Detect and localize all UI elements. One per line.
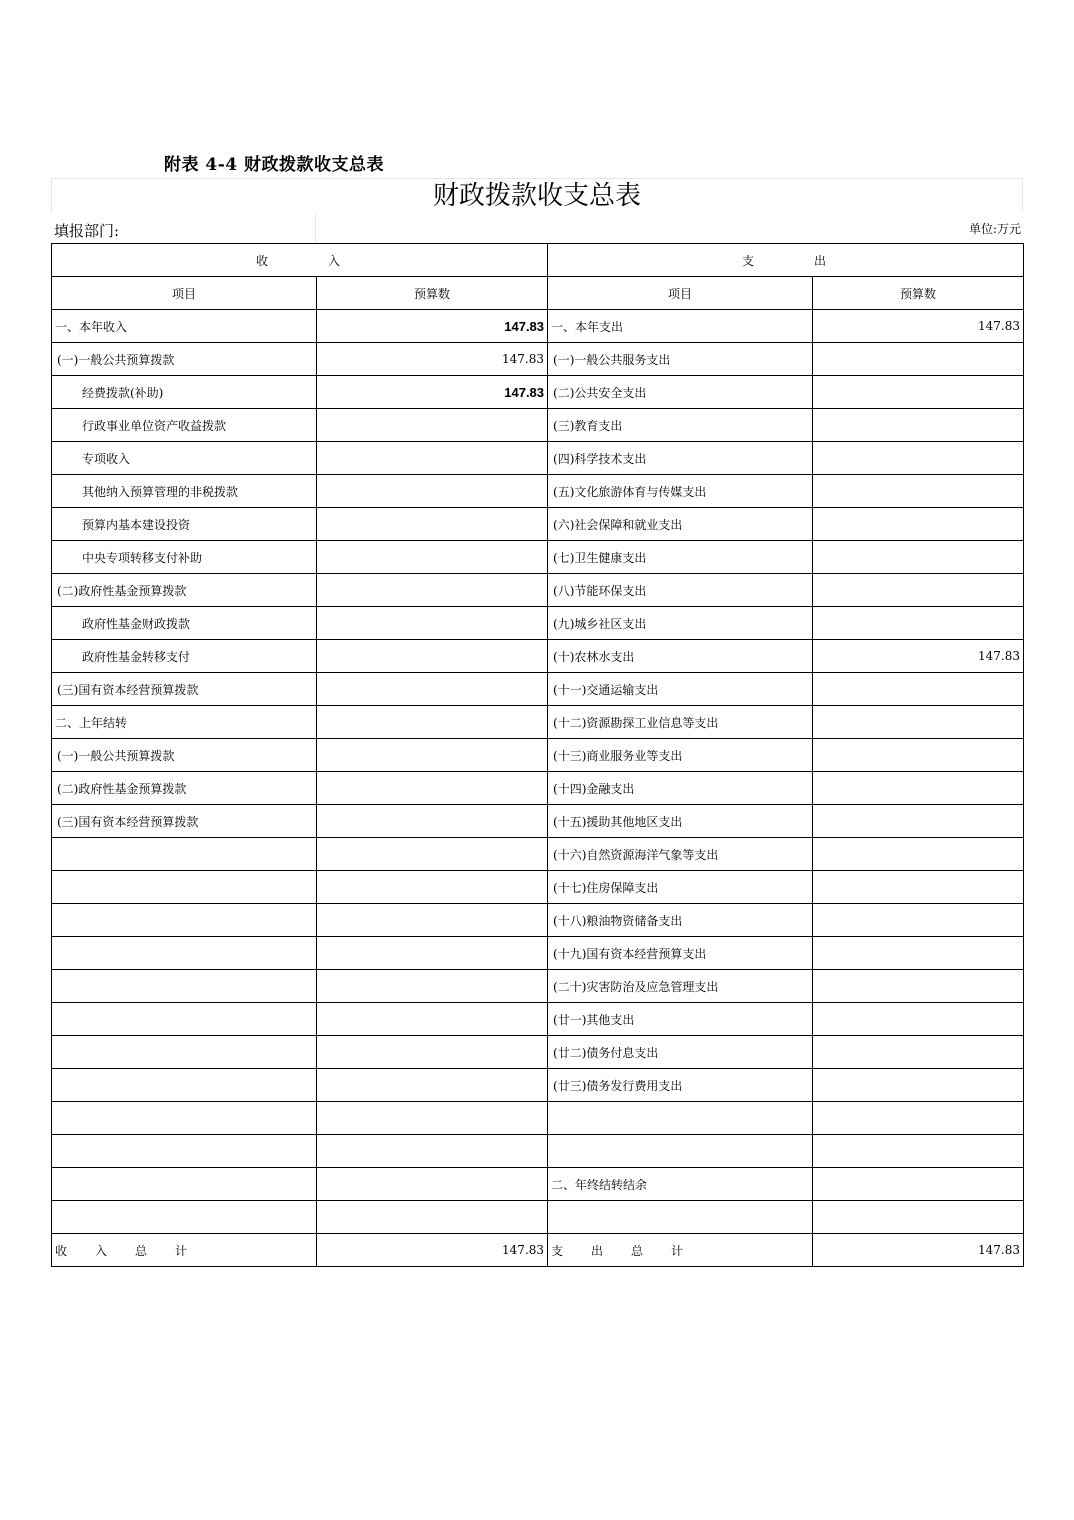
income-item-cell [52, 1003, 317, 1036]
expense-section-header: 支出 [548, 244, 1024, 277]
table-row [52, 805, 1024, 838]
income-item-cell: (一)一般公共预算拨款 [52, 343, 317, 376]
expense-item-cell: (六)社会保障和就业支出 [548, 508, 813, 541]
table-row [52, 442, 1024, 475]
expense-value-cell [813, 1168, 1024, 1201]
income-item-cell: 政府性基金转移支付 [52, 640, 317, 673]
expense-total-value: 147.83 [813, 1234, 1024, 1267]
meta-divider [315, 213, 316, 243]
income-value-cell [317, 739, 548, 772]
income-value-cell [317, 574, 548, 607]
income-item-cell: (二)政府性基金预算拨款 [52, 574, 317, 607]
income-item-cell: 中央专项转移支付补助 [52, 541, 317, 574]
income-item-cell: 预算内基本建设投资 [52, 508, 317, 541]
expense-item-cell: (二十)灾害防治及应急管理支出 [548, 970, 813, 1003]
expense-item-cell: (十四)金融支出 [548, 772, 813, 805]
income-value-cell [317, 607, 548, 640]
income-value-cell [317, 772, 548, 805]
expense-item-cell: (四)科学技术支出 [548, 442, 813, 475]
expense-item-cell: (十六)自然资源海洋气象等支出 [548, 838, 813, 871]
income-item-cell: 政府性基金财政拨款 [52, 607, 317, 640]
income-value-cell [317, 1036, 548, 1069]
expense-value-cell [813, 1135, 1024, 1168]
expense-value-cell [813, 1036, 1024, 1069]
income-value-cell [317, 871, 548, 904]
department-label: 填报部门: [54, 222, 120, 240]
table-row [52, 1168, 1024, 1201]
expense-value-cell [813, 673, 1024, 706]
income-item-header: 项目 [52, 277, 317, 310]
income-value-cell [317, 475, 548, 508]
income-value-cell [317, 409, 548, 442]
income-item-cell [52, 1135, 317, 1168]
expense-value-cell [813, 442, 1024, 475]
expense-total-label: 支出总计 [548, 1234, 813, 1267]
income-value-cell: 147.83 [317, 310, 548, 343]
expense-value-cell [813, 1003, 1024, 1036]
income-value-cell [317, 673, 548, 706]
table-body [52, 310, 1024, 1234]
table-row [52, 739, 1024, 772]
expense-item-cell: 一、本年支出 [548, 310, 813, 343]
expense-value-cell [813, 409, 1024, 442]
expense-item-header: 项目 [548, 277, 813, 310]
income-value-cell [317, 442, 548, 475]
income-item-cell: 二、上年结转 [52, 706, 317, 739]
income-budget-header: 预算数 [317, 277, 548, 310]
expense-item-cell: (十五)援助其他地区支出 [548, 805, 813, 838]
income-value-cell: 147.83 [317, 376, 548, 409]
expense-value-cell [813, 805, 1024, 838]
income-value-cell [317, 1168, 548, 1201]
expense-value-cell [813, 1201, 1024, 1234]
expense-value-cell: 147.83 [813, 310, 1024, 343]
table-row [52, 1135, 1024, 1168]
income-value-cell [317, 1201, 548, 1234]
column-header-row [52, 277, 1024, 310]
expense-value-cell: 147.83 [813, 640, 1024, 673]
income-item-cell [52, 1102, 317, 1135]
table-row [52, 409, 1024, 442]
income-total-label: 收入总计 [52, 1234, 317, 1267]
income-value-cell [317, 838, 548, 871]
expense-item-cell: (十七)住房保障支出 [548, 871, 813, 904]
table-row [52, 706, 1024, 739]
expense-item-cell: (十三)商业服务业等支出 [548, 739, 813, 772]
income-item-cell: (一)一般公共预算拨款 [52, 739, 317, 772]
table-row [52, 310, 1024, 343]
expense-value-cell [813, 871, 1024, 904]
income-item-cell: (三)国有资本经营预算拨款 [52, 673, 317, 706]
income-item-cell: 经费拨款(补助) [52, 376, 317, 409]
expense-item-cell [548, 1135, 813, 1168]
expense-item-cell: (廿二)债务付息支出 [548, 1036, 813, 1069]
table-row [52, 475, 1024, 508]
expense-item-cell: (十九)国有资本经营预算支出 [548, 937, 813, 970]
income-value-cell [317, 1102, 548, 1135]
expense-item-cell: (十二)资源勘探工业信息等支出 [548, 706, 813, 739]
section-header-row [52, 244, 1024, 277]
expense-value-cell [813, 376, 1024, 409]
sheet-title: 财政拨款收支总表 [51, 178, 1023, 213]
table-row [52, 970, 1024, 1003]
income-value-cell [317, 541, 548, 574]
table-row [52, 1201, 1024, 1234]
expense-value-cell [813, 541, 1024, 574]
income-value-cell [317, 904, 548, 937]
income-item-cell: 行政事业单位资产收益拨款 [52, 409, 317, 442]
income-item-cell [52, 838, 317, 871]
table-row [52, 640, 1024, 673]
expense-item-cell: (廿一)其他支出 [548, 1003, 813, 1036]
table-row [52, 871, 1024, 904]
expense-item-cell: (七)卫生健康支出 [548, 541, 813, 574]
table-row [52, 937, 1024, 970]
expense-item-cell: (十八)粮油物资储备支出 [548, 904, 813, 937]
expense-value-cell [813, 904, 1024, 937]
income-item-cell [52, 970, 317, 1003]
income-item-cell: 一、本年收入 [52, 310, 317, 343]
table-row [52, 541, 1024, 574]
expense-value-cell [813, 937, 1024, 970]
income-value-cell [317, 640, 548, 673]
expense-value-cell [813, 1102, 1024, 1135]
income-value-cell [317, 970, 548, 1003]
expense-value-cell [813, 706, 1024, 739]
expense-item-cell: (五)文化旅游体育与传媒支出 [548, 475, 813, 508]
table-row [52, 1102, 1024, 1135]
income-item-cell [52, 1036, 317, 1069]
table-row [52, 574, 1024, 607]
income-item-cell [52, 904, 317, 937]
expense-item-cell: (八)节能环保支出 [548, 574, 813, 607]
expense-value-cell [813, 475, 1024, 508]
table-row [52, 508, 1024, 541]
expense-item-cell: (三)教育支出 [548, 409, 813, 442]
income-item-cell [52, 1201, 317, 1234]
table-row [52, 1036, 1024, 1069]
expense-item-cell [548, 1102, 813, 1135]
income-value-cell [317, 1069, 548, 1102]
expense-value-cell [813, 838, 1024, 871]
expense-item-cell: (十)农林水支出 [548, 640, 813, 673]
attachment-title: 附表 4-4 财政拨款收支总表 [164, 155, 385, 175]
expense-item-cell: (廿三)债务发行费用支出 [548, 1069, 813, 1102]
income-value-cell [317, 805, 548, 838]
income-total-value: 147.83 [317, 1234, 548, 1267]
expense-value-cell [813, 574, 1024, 607]
expense-value-cell [813, 343, 1024, 376]
table-row [52, 673, 1024, 706]
income-item-cell: 其他纳入预算管理的非税拨款 [52, 475, 317, 508]
income-item-cell: 专项收入 [52, 442, 317, 475]
income-value-cell [317, 1003, 548, 1036]
expense-item-cell: (十一)交通运输支出 [548, 673, 813, 706]
table-row [52, 376, 1024, 409]
income-item-cell [52, 1168, 317, 1201]
table-row [52, 607, 1024, 640]
table-row [52, 838, 1024, 871]
table-row [52, 343, 1024, 376]
expense-item-cell: (九)城乡社区支出 [548, 607, 813, 640]
sheet-meta [51, 213, 1023, 243]
expense-item-cell [548, 1201, 813, 1234]
table-row [52, 772, 1024, 805]
income-value-cell: 147.83 [317, 343, 548, 376]
expense-value-cell [813, 1069, 1024, 1102]
income-item-cell: (二)政府性基金预算拨款 [52, 772, 317, 805]
income-item-cell [52, 937, 317, 970]
income-value-cell [317, 937, 548, 970]
expense-value-cell [813, 739, 1024, 772]
expense-item-cell: (一)一般公共服务支出 [548, 343, 813, 376]
unit-label: 单位:万元 [968, 222, 1021, 236]
expense-value-cell [813, 508, 1024, 541]
income-value-cell [317, 706, 548, 739]
income-item-cell [52, 871, 317, 904]
budget-table [51, 243, 1024, 1267]
expense-item-cell: (二)公共安全支出 [548, 376, 813, 409]
expense-value-cell [813, 607, 1024, 640]
income-value-cell [317, 1135, 548, 1168]
income-item-cell [52, 1069, 317, 1102]
report-sheet [51, 178, 1023, 1267]
table-row [52, 1003, 1024, 1036]
expense-item-cell: 二、年终结转结余 [548, 1168, 813, 1201]
table-row [52, 1069, 1024, 1102]
income-value-cell [317, 508, 548, 541]
expense-budget-header: 预算数 [813, 277, 1024, 310]
table-row [52, 904, 1024, 937]
expense-value-cell [813, 772, 1024, 805]
income-section-header: 收入 [52, 244, 548, 277]
income-item-cell: (三)国有资本经营预算拨款 [52, 805, 317, 838]
expense-value-cell [813, 970, 1024, 1003]
totals-row [52, 1234, 1024, 1267]
